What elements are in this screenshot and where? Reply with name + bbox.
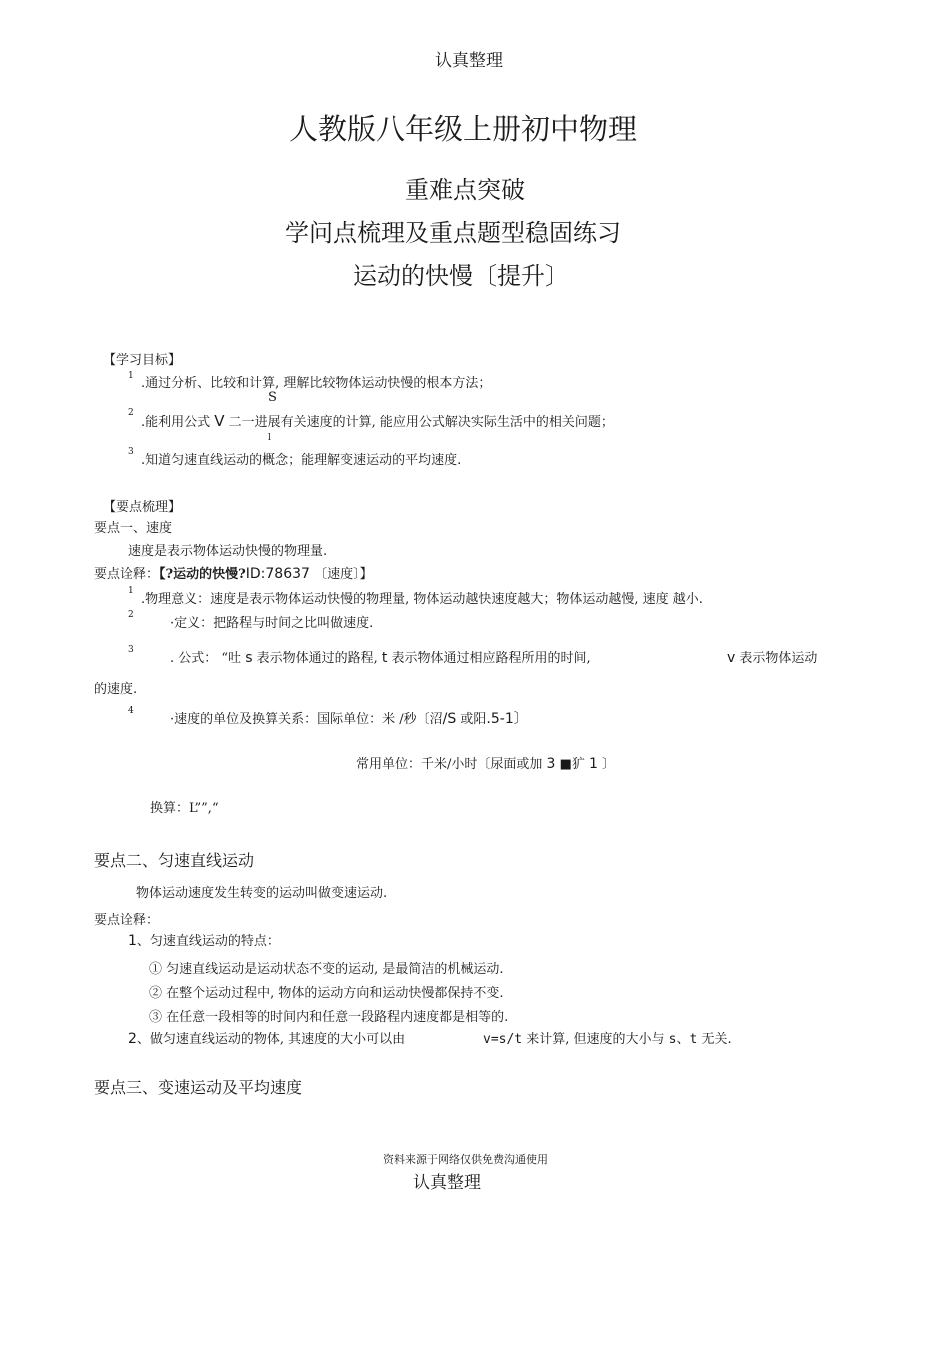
formula-v: V: [214, 412, 225, 430]
goal-item: .通过分析、比较和计算, 理解比较物体运动快慢的根本方法；: [141, 376, 492, 391]
subtitle-3: 运动的快慢〔提升〕: [353, 262, 569, 290]
point2-explain: 要点诠释：: [94, 913, 160, 928]
goals-heading: 【学习目标】: [103, 353, 182, 368]
point2-item: 2、做匀速直线运动的物体, 其速度的大小可以由: [128, 1031, 406, 1047]
point2-item: 1、匀速直线运动的特点：: [128, 933, 280, 949]
point2-item-formula: v=s/t 来计算, 但速度的大小与 s、t 无关.: [483, 1032, 732, 1047]
page-footer: 认真整理: [413, 1173, 481, 1193]
page-header: 认真整理: [435, 51, 503, 71]
point-item: ·定义：把路程与时间之比叫做速度.: [170, 616, 374, 631]
footer-source: 资料来源于网络仅供免费沟通使用: [383, 1153, 548, 1166]
point-num: 2: [128, 610, 134, 620]
conversion: 换算：L””,“: [150, 801, 219, 816]
goal-item: .知道匀速直线运动的概念；能理解变速运动的平均速度.: [141, 453, 462, 468]
point-num: 3: [128, 645, 134, 655]
point2-definition: 物体运动速度发生转变的运动叫做变速运动.: [136, 886, 388, 901]
point1-title: 要点一、速度: [94, 521, 173, 536]
goal-num: 2: [128, 408, 134, 418]
formula-denominator: l: [268, 433, 271, 443]
point-item: ·速度的单位及换算关系：国际单位：米 /秒〔沼/S 或阳.5-1〕: [170, 711, 528, 727]
goal-num: 1: [128, 371, 134, 381]
subtitle-1: 重难点突破: [405, 176, 525, 204]
point2-sub-item: ① 匀速直线运动是运动状态不变的运动, 是最简洁的机械运动.: [149, 962, 504, 977]
common-unit: 常用单位：千米/小时〔尿面或加 3 ■犷 1 〕: [356, 756, 616, 772]
point2-title: 要点二、匀速直线运动: [94, 851, 255, 870]
point3-title: 要点三、变速运动及平均速度: [94, 1078, 303, 1097]
point-item: . 公式： “吐 s 表示物体通过的路程, t 表示物体通过相应路程所用的时间,: [170, 650, 591, 666]
point2-sub-item: ② 在整个运动过程中, 物体的运动方向和运动快慢都保持不变.: [149, 986, 504, 1001]
point1-explain: 要点诠释：【?运动的快慢?ID:78637 〔速度〕】: [94, 566, 373, 582]
document-title: 人教版八年级上册初中物理: [289, 112, 638, 146]
point2-sub-item: ③ 在任意一段相等的时间内和任意一段路程内速度都是相等的.: [149, 1010, 509, 1025]
point-item: .物理意义：速度是表示物体运动快慢的物理量, 物体运动越快速度越大；物体运动越慢, 速度 越小.: [141, 592, 703, 607]
point-num: 1: [128, 586, 134, 596]
point1-definition: 速度是表示物体运动快慢的物理量.: [128, 544, 328, 559]
formula-numerator: S: [268, 390, 277, 405]
goal-item: .能利用公式 V 二一进展有关速度的计算, 能应用公式解决实际生活中的相关问题；: [141, 412, 614, 430]
points-heading: 【要点梳理】: [103, 500, 182, 515]
point-item-wrap: 的速度.: [94, 682, 138, 697]
point-num: 4: [128, 706, 134, 716]
goal-num: 3: [128, 447, 134, 457]
point-item-cont: v 表示物体运动: [727, 650, 818, 666]
subtitle-2: 学问点梳理及重点题型稳固练习: [285, 219, 621, 247]
